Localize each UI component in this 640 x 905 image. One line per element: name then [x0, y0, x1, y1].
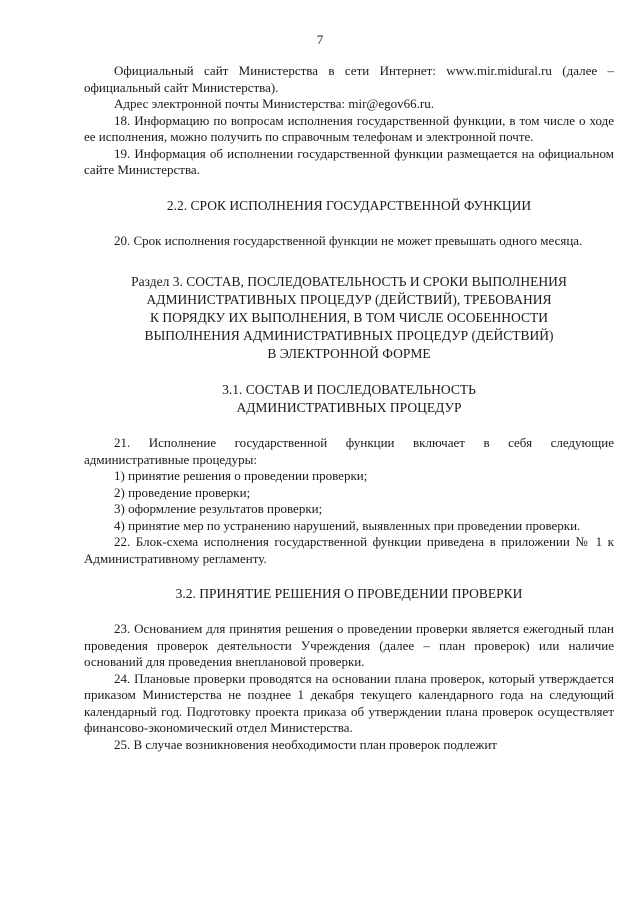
heading-razdel-3-line-5: В ЭЛЕКТРОННОЙ ФОРМЕ: [267, 346, 431, 361]
page-number: 7: [316, 32, 324, 47]
heading-razdel-3-line-3: К ПОРЯДКУ ИХ ВЫПОЛНЕНИЯ, В ТОМ ЧИСЛЕ ОСОБЕННОСТИ: [150, 310, 548, 325]
heading-razdel-3-line-2: АДМИНИСТРАТИВНЫХ ПРОЦЕДУР (ДЕЙСТВИЙ), ТРЕБОВАНИЯ: [146, 292, 552, 307]
heading-razdel-3-line-4: ВЫПОЛНЕНИЯ АДМИНИСТРАТИВНЫХ ПРОЦЕДУР (ДЕЙСТВИЙ): [144, 328, 554, 343]
heading-3-1-line-2: АДМИНИСТРАТИВНЫХ ПРОЦЕДУР: [236, 400, 462, 415]
heading-2-2: 2.2. СРОК ИСПОЛНЕНИЯ ГОСУДАРСТВЕННОЙ ФУНКЦИИ: [166, 197, 532, 213]
paragraph-21: 21. Исполнение государственной функции включает в себя следующие административные процедуры:: [84, 435, 614, 467]
paragraph-18: 18. Информацию по вопросам исполнения государственной функции, в том числе о ходе ее исполнения, можно получить по справочным телефонам и электронной почте.: [84, 112, 614, 144]
document-body: [84, 63, 614, 753]
paragraph-20: 20. Срок исполнения государственной функции не может превышать одного месяца.: [114, 232, 583, 248]
list-item-4: 4) принятие мер по устранению нарушений, выявленных при проведении проверки.: [114, 517, 581, 533]
paragraph-25: 25. В случае возникновения необходимости план проверок подлежит: [114, 736, 497, 752]
paragraph-email: Адрес электронной почты Министерства: mir@egov66.ru.: [114, 96, 434, 111]
heading-3-1-line-1: 3.1. СОСТАВ И ПОСЛЕДОВАТЕЛЬНОСТЬ: [222, 382, 476, 397]
paragraph-19: 19. Информация об исполнении государственной функции размещается на официальном сайте Министерства.: [84, 145, 614, 177]
paragraph-official-site: Официальный сайт Министерства в сети Интернет: www.mir.midural.ru (далее – официальный сайт Министерства).: [84, 63, 614, 95]
list-item-3: 3) оформление результатов проверки;: [114, 501, 323, 516]
list-item-1: 1) принятие решения о проведении проверки;: [114, 468, 368, 483]
heading-3-2: 3.2. ПРИНЯТИЕ РЕШЕНИЯ О ПРОВЕДЕНИИ ПРОВЕРКИ: [175, 586, 523, 601]
heading-razdel-3-line-1: Раздел 3. СОСТАВ, ПОСЛЕДОВАТЕЛЬНОСТЬ И СРОКИ ВЫПОЛНЕНИЯ: [131, 274, 567, 289]
paragraph-22: 22. Блок-схема исполнения государственной функции приведена в приложении № 1 к Административному регламенту.: [84, 534, 614, 566]
paragraph-24: 24. Плановые проверки проводятся на основании плана проверок, который утверждается приказом Министерства не позднее 1 декабря текущего календарного года на следующий календарный год. Подготовку проекта приказа об утверждении плана проверок осуществляет финансово-экономический отдел Министерства.: [84, 670, 614, 735]
paragraph-23: 23. Основанием для принятия решения о проведении проверки является ежегодный план проведения проверок деятельности Учреждения (далее – план проверок) или наличие оснований для проведения внеплановой проверки.: [84, 621, 614, 669]
list-item-2: 2) проведение проверки;: [114, 484, 251, 500]
